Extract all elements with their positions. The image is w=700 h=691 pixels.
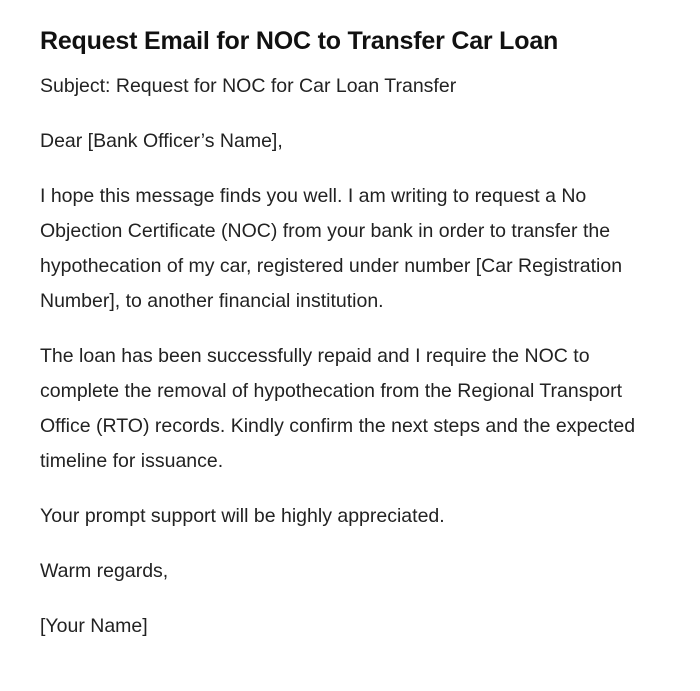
email-salutation: Dear [Bank Officer’s Name], <box>40 130 283 152</box>
email-closing: Warm regards, <box>40 560 169 582</box>
email-signature: [Your Name] <box>40 615 148 637</box>
email-paragraph-intro: I hope this message finds you well. I am writing to request a No Objection Certificate (NOC) from your bank in order to transfer the hypothecation of my car, registered under number [Car Registration Number], to another financial institution. <box>40 185 623 312</box>
email-paragraph-thanks: Your prompt support will be highly appreciated. <box>40 505 445 527</box>
page-title: Request Email for NOC to Transfer Car Loan <box>40 27 559 55</box>
email-document <box>40 24 650 664</box>
email-paragraph-details: The loan has been successfully repaid and I require the NOC to complete the removal of hypothecation from the Regional Transport Office (RTO) records. Kindly confirm the next steps and the expected timeline for issuance. <box>40 345 636 472</box>
email-subject: Subject: Request for NOC for Car Loan Transfer <box>40 75 457 97</box>
